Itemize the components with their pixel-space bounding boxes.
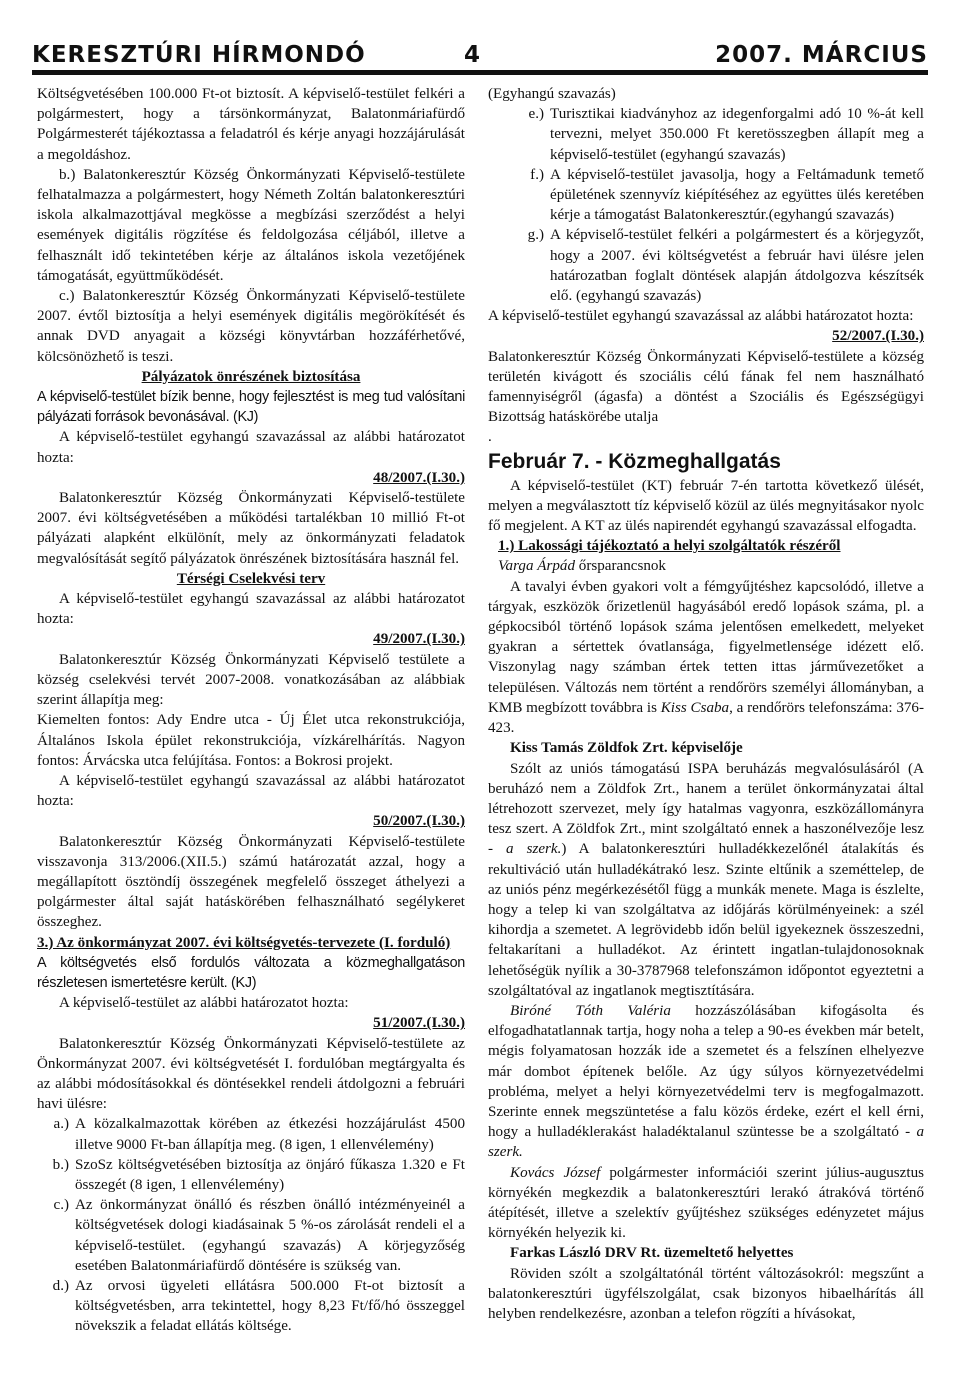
- list-text: A közalkalmazottak körében az étkezési hozzájárulást 4500 illetve 9000 Ft-ban állapítja meg. (8 igen, 1 ellenvélemény): [75, 1116, 465, 1153]
- resolution-number: 48/2007.(I.30.): [373, 469, 465, 486]
- page-header: [32, 40, 928, 75]
- paragraph: Röviden szólt a szolgáltatónál történt változásokról: megszűnt a balatonkeresztúri ügyfélszolgálat, csak bizonyos hibaelhárítás áll helyben rendelkezésre, azonban a telefon rögzíti a hívásokat,: [488, 1265, 924, 1322]
- list-label: a.): [53, 1116, 69, 1133]
- paragraph: A képviselő-testület egyhangú szavazással az alábbi határozatot hozta:: [488, 308, 914, 325]
- page-number: 4: [464, 42, 482, 68]
- list-label: f.): [530, 166, 544, 183]
- list-text: A képviselő-testület felkéri a polgármestert és a körjegyzőt, hogy a 2007. évi költségvetést a február havi ülésre jelen határozatban foglalt döntések alapján átdolgozva készítsék elő. (egyhangú szavazás): [550, 227, 924, 305]
- paragraph-text: Szólt az uniós támogatású ISPA beruházás megvalósulásáról (A beruházó nem a Zöldfok Zrt., hanem a terület önkormányzatai által létrehozott szervezet, mely így hatalmas vagyonra, eszközállományra tesz szert. A Zöldfok Zrt., mint szolgáltató ennek a haszonélvezője lesz -: [488, 760, 924, 858]
- paragraph: Balatonkeresztúr Község Önkormányzati Képviselő-testülete a község területén kivágott és szociális célú fának fel nem használható famennyiségről (ágasfa) a döntést a Szociális és Egészségügyi Bizottság hatáskörébe utalja: [488, 348, 924, 426]
- paragraph: Balatonkeresztúr Község Önkormányzati Képviselő-testülete 2007. évi költségvetésében a működési tartalékban 10 millió Ft-ot pályázati alapként elkülönít, mely az önkormányzati feladatok megvalósítását segítő pályázatok önrészének biztosítására használ fel.: [37, 490, 465, 567]
- list-text: A képviselő-testület javasolja, hogy a Feltámadunk temető épületének szennyvíz kiépítéséhez az együttes ülés keretében kérje a támogatást Balatonkeresztúr.(egyhangú szavazás): [550, 166, 924, 224]
- paragraph: A képviselő-testület (KT) február 7-én tartotta következő ülését, melyen a megválasztott tíz képviselő közül az ülés megnyitásakor nyolc fő megjelent. A KT az ülés napirendét egyhangú szavazással elfogadta.: [488, 477, 924, 535]
- paragraph-text: ) A balatonkeresztúri hulladékkezelőnél átalakítás és rekultiváció után hulladékátrakó lesz. Szinte eltűnik a szeméttelep, de az uniós pénz megérkezésétől függ a munkák menete. Maga is észlelte, hogy a telep ki van szolgáltatva az időjárás körülményeinek: a szél kihordja a szemetet. A legrövidebb időn belül igyekeznek összeszedni, feltakarítani a hulladékot. Az érintett ingatlan-tulajdonosoknak lehetőségük nyílik a 30-3787968 telefonszámon időpontot egyeztetni a szolgáltatóval az ingatlanok megtisztítására.: [488, 841, 924, 999]
- paragraph: (Egyhangú szavazás): [488, 86, 616, 102]
- paragraph: .: [488, 429, 492, 446]
- list-text: Az önkormányzat önálló és részben önálló intézményeinél a költségvetések dologi kiadásainak 5 %-os zárolását rendeli el a képviselő-testület. (egyhangú szavazás) A körjegyzőség esetében Balatonmáriafürdő döntésére is szükség van.: [75, 1197, 465, 1274]
- paragraph-text: A tavalyi évben gyakori volt a fémgyűjtéshez kapcsolódó, illetve a tárgyak, eszközök őrizetlenül hagyásából eredő lopások száma, pl. a gépkocsiból történő lopások száma jelentősen emelkedett, melyeket gyakran a sértettek óvatlansága, figyelmetlensége idézett elő. Viszonylag nagy számban értek tetten ittas járművezetőket a településen. Változás nem történt a rendőrörs személyi állományban, a KMB megbízott továbbra is: [488, 578, 924, 716]
- list-item: [488, 104, 924, 165]
- list-label: e.): [528, 106, 544, 123]
- newsletter-title: KERESZTÚRI HÍRMONDÓ: [32, 42, 366, 68]
- resolution-number: 52/2007.(I.30.): [832, 328, 924, 345]
- paragraph: c.) Balatonkeresztúr Község Önkormányzati Képviselő-testülete 2007. évtől biztosítja a helyi események digitális megörökítését és annak DVD anyagait a községi könyvtárban hozzáférhetővé, kölcsönözhető is teszi.: [37, 288, 465, 365]
- issue-date: 2007. MÁRCIUS: [715, 42, 928, 68]
- speaker-name: Varga Árpád: [498, 558, 576, 575]
- paragraph: [488, 577, 924, 739]
- person-name: Kiss Csaba: [660, 699, 730, 716]
- paragraph: A képviselő-testület bízik benne, hogy fejlesztést is meg tud valósítani pályázati források bevonásával. (KJ): [37, 389, 465, 426]
- paragraph: A költségvetés első fordulós változata a közmeghallgatáson részletesen ismertetésre került. (KJ): [37, 954, 465, 991]
- list-item: [37, 1195, 465, 1276]
- paragraph: A képviselő-testület egyhangú szavazással az alábbi határozatot hozta:: [37, 591, 465, 628]
- section-heading: Pályázatok önrészének biztosítása: [141, 368, 361, 385]
- resolution-number: 51/2007.(I.30.): [373, 1015, 465, 1032]
- speaker-line: [488, 556, 924, 576]
- section-title: Február 7. - Közmeghallgatás: [488, 449, 781, 473]
- paragraph: A képviselő-testület egyhangú szavazással az alábbi határozatot hozta:: [37, 772, 465, 810]
- list-item: [37, 1155, 465, 1195]
- paragraph-text: hozzászólásában kifogásolta és elfogadhatatlannak tartja, hogy noha a telep a 90-es években már betelt, mégis folyamatosan hozzák ide a szemetet és a felszínen elhelyezve már dombot építenek belőle. Az úgy súlyos környezetvédelmi probléma, melyet a helyi környezetvédelmi terv is megfogalmazott. Szerinte ennek megszüntetése a falu közös érdeke, ezért el kell érni, hogy a hulladéklerakást haladéktalanul szüntesse be a szolgáltató -: [488, 1002, 924, 1141]
- list-text: Az orvosi ügyeleti ellátásra 500.000 Ft-ot biztosít a költségvetésben, arra tekintettel, hogy 8,23 Ft/fő/hó összeggel növekszik a feladat ellátás költsége.: [75, 1277, 465, 1335]
- list-item: [488, 225, 924, 306]
- list-item: [488, 165, 924, 226]
- paragraph-text: , a rendőrörs telefonszáma: 376-423.: [488, 699, 925, 737]
- list-item: [37, 1114, 465, 1154]
- paragraph: Balatonkeresztúr Község Önkormányzati Képviselő testülete a község cselekvési tervét 2007-2008. vonatkozásában az alábbiak szerint állapítja meg:: [37, 651, 465, 709]
- left-column: [37, 84, 465, 1337]
- editor-note: a szerk.: [488, 1124, 924, 1161]
- list-item: [37, 1276, 465, 1337]
- person-name: Kovács József: [510, 1164, 601, 1181]
- paragraph: A képviselő-testület az alábbi határozatot hozta:: [59, 995, 349, 1012]
- paragraph: b.) Balatonkeresztúr Község Önkormányzati Képviselő-testülete felhatalmazza a polgármestert, hogy Németh Zoltán balatonkeresztúri iskola alkalmazottjával megkösse a megbízási szerződést a helyi események digitális rögzítése és feldolgozása céljából, illetve a felhasznált idő tekintetében kérje az általános iskola vezetőjének támogatását, együttműködését.: [37, 166, 465, 284]
- paragraph: [488, 1001, 924, 1163]
- list-label: c.): [53, 1197, 69, 1214]
- section-heading: 1.) Lakossági tájékoztató a helyi szolgáltatók részéről: [498, 538, 841, 555]
- paragraph: [488, 759, 924, 1001]
- paragraph-text: polgármester információi szerint július-augusztus környékén megkezdik a balatonkeresztúri lerakó átrakóvá történő átépítését, illetve a szelektív gyűjtéshez szükséges edényzetet május környékén helyezik ki.: [488, 1164, 924, 1242]
- list-text: SzoSz költségvetésében biztosítja az önjáró fűkasza 1.320 e Ft összegét (8 igen, 1 ellenvélemény): [75, 1156, 465, 1193]
- resolution-number: 50/2007.(I.30.): [373, 813, 465, 830]
- resolution-number: 49/2007.(I.30.): [373, 631, 465, 648]
- editor-note: a szerk.: [506, 841, 562, 858]
- paragraph: Balatonkeresztúr Község Önkormányzati Képviselő-testülete az Önkormányzat 2007. évi költségvetését I. fordulóban megtárgyalta és az alábbi módosításokkal és döntésekkel rendeli átdolgozni a februári havi ülésre:: [37, 1035, 465, 1113]
- section-heading: 3.) Az önkormányzat 2007. évi költségvetés-tervezete (I. forduló): [37, 934, 451, 951]
- paragraph: Balatonkeresztúr Község Önkormányzati Képviselő-testülete visszavonja 313/2006.(XII.5.) számú határozatát azzal, hogy a megállapított ösztöndíj összegének megfelelő összeget áthelyezi a polgármester által saját hatáskörében felhasználható segélykeret összeghez.: [37, 833, 465, 931]
- speaker-heading: Farkas László DRV Rt. üzemeltető helyettes: [510, 1245, 794, 1262]
- paragraph: Kiemelten fontos: Ady Endre utca - Új Élet utca rekonstrukciója, Általános Iskola épület rekonstrukciója, vízkárelhárítás. Nagyon fontos: Árvácska utca felújítása. Fontos: a Bokrosi projekt.: [37, 712, 465, 769]
- speaker-heading: Kiss Tamás Zöldfok Zrt. képviselője: [510, 740, 743, 757]
- section-heading: Térségi Cselekvési terv: [176, 570, 326, 587]
- list-label: g.): [527, 227, 544, 244]
- paragraph: A képviselő-testület egyhangú szavazással az alábbi határozatot hozta:: [37, 429, 465, 466]
- speaker-role: őrsparancsnok: [575, 558, 666, 575]
- person-name: Biróné Tóth Valéria: [510, 1002, 671, 1019]
- list-label: d.): [52, 1277, 69, 1294]
- right-column: [488, 84, 924, 1324]
- list-label: b.): [52, 1156, 69, 1173]
- paragraph: Költségvetésében 100.000 Ft-ot biztosít. A képviselő-testület felkéri a polgármestert, hogy a társönkormányzat, Balatonmáriafürdő Polgármesterét tájékoztassa a feladatról és kérje anyagi hozzájárulását a megoldáshoz.: [37, 86, 465, 163]
- list-text: Turisztikai kiadványhoz az idegenforgalmi adó 10 %-át kell tervezni, melyet 350.000 Ft keretösszegben állapít meg a képviselő-testület (egyhangú szavazás): [550, 106, 924, 163]
- paragraph: [488, 1163, 924, 1244]
